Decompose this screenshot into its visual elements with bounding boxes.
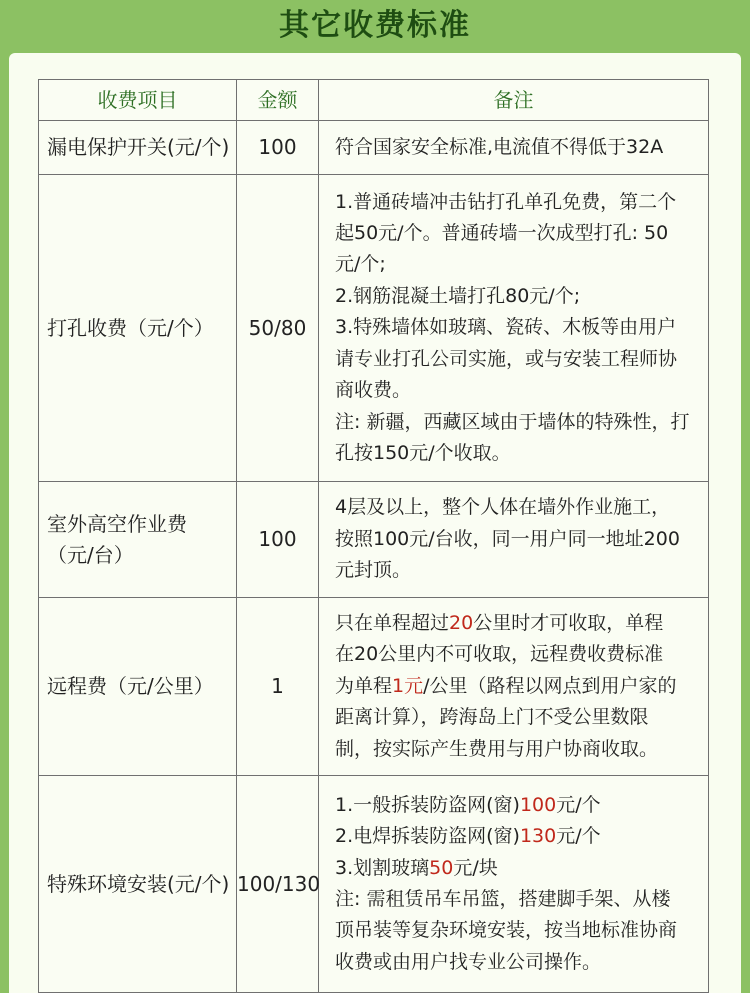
note-text: 只在单程超过 [335,611,450,634]
fee-note-cell [319,482,709,598]
highlight-value: 1元 [392,674,424,697]
fee-item-cell [39,121,237,175]
note-line [335,492,700,523]
note-text: 1.普通砖墙冲击钻打孔单孔免费，第二个 [335,190,677,213]
note-text: 符合国家安全标准,电流值不得低于32A [335,135,664,158]
note-text: 起50元/个。普通砖墙一次成型打孔: 50 [335,222,669,245]
note-text: 2.电焊拆装防盗网(窗) [335,825,520,848]
note-text: /公里（路程以网点到用户家的 [423,674,677,697]
note-line [335,524,700,555]
note-text: 收费或由用户找专业公司操作。 [335,950,602,973]
fee-item-line: 远程费（元/公里） [47,674,214,698]
fee-note-cell [319,121,709,175]
note-line [335,821,700,852]
note-text: 在20公里内不可收取，远程费收费标准 [335,643,664,666]
fee-item-cell [39,175,237,482]
note-line [335,407,700,438]
table-row [39,175,709,482]
note-line [335,132,700,163]
note-line [335,187,700,218]
note-text: 元/块 [453,856,498,879]
note-line [335,249,700,280]
note-line [335,218,700,249]
note-line [335,884,700,915]
fee-note-cell [319,175,709,482]
fee-amount-cell: 100 [237,121,319,175]
note-text: 元/个 [556,793,601,816]
note-line [335,555,700,586]
header-note: 备注 [319,80,709,121]
note-line [335,734,700,765]
fee-amount-cell: 100 [237,482,319,598]
note-line [335,344,700,375]
note-text: 1.一般拆装防盗网(窗) [335,793,520,816]
note-text: 元/个; [335,253,386,276]
note-text: 3.划割玻璃 [335,856,430,879]
table-row [39,776,709,993]
note-text: 孔按150元/个收取。 [335,441,511,464]
note-text: 顶吊装等复杂环境安装，按当地标准协商 [335,919,678,942]
highlight-value: 50 [429,856,454,879]
note-text: 注: 新疆，西藏区域由于墙体的特殊性，打 [335,410,690,433]
fee-note-cell [319,598,709,776]
note-text: 制，按实际产生费用与用户协商收取。 [335,737,659,760]
note-line [335,281,700,312]
note-line [335,702,700,733]
note-line [335,608,700,639]
highlight-value: 20 [449,611,474,634]
note-line [335,639,700,670]
note-line [335,375,700,406]
table-row [39,482,709,598]
fee-item-line: （元/台） [47,542,134,567]
fee-amount-cell: 100/130 [237,776,319,993]
fee-item-cell [39,598,237,776]
note-line [335,915,700,946]
highlight-value: 100 [519,793,557,816]
note-text: 元封顶。 [335,559,412,582]
highlight-value: 130 [519,825,557,848]
note-text: 请专业打孔公司实施，或与安装工程师协 [335,347,678,370]
table-row [39,121,709,175]
note-line [335,671,700,702]
note-text: 为单程 [335,674,393,697]
note-line [335,947,700,978]
note-text: 4层及以上，整个人体在墙外作业施工， [335,496,671,519]
page-title: 其它收费标准 [279,8,471,43]
fee-item-line: 特殊环境安装(元/个) [47,871,230,896]
note-text: 3.特殊墙体如玻璃、瓷砖、木板等由用户 [335,316,677,339]
table-row [39,598,709,776]
note-text: 注: 需租赁吊车吊篮，搭建脚手架、从楼 [335,888,671,910]
note-text: 2.钢筋混凝土墙打孔80元/个; [335,284,581,307]
fee-table [38,79,709,993]
note-text: 商收费。 [335,379,412,402]
note-text: 元/个 [556,825,601,848]
header-amount: 金额 [237,80,319,121]
table-header-row [39,80,709,121]
note-line [335,438,700,469]
fee-item-line: 打孔收费（元/个） [47,315,214,340]
note-text: 按照100元/台收，同一用户同一地址200 [335,527,680,550]
note-line [335,853,700,884]
note-line [335,312,700,343]
fee-amount-cell: 1 [237,598,319,776]
note-line [335,790,700,821]
fee-item-cell [39,776,237,993]
note-text: 距离计算），跨海岛上门不受公里数限 [335,706,649,729]
fee-note-cell [319,776,709,993]
fee-amount-cell: 50/80 [237,175,319,482]
note-text: 公里时才可收取，单程 [473,611,664,634]
header-item: 收费项目 [39,80,237,121]
fee-item-cell [39,482,237,598]
fee-item-line: 室外高空作业费 [47,511,187,536]
fee-item-line: 漏电保护开关(元/个) [47,135,230,159]
